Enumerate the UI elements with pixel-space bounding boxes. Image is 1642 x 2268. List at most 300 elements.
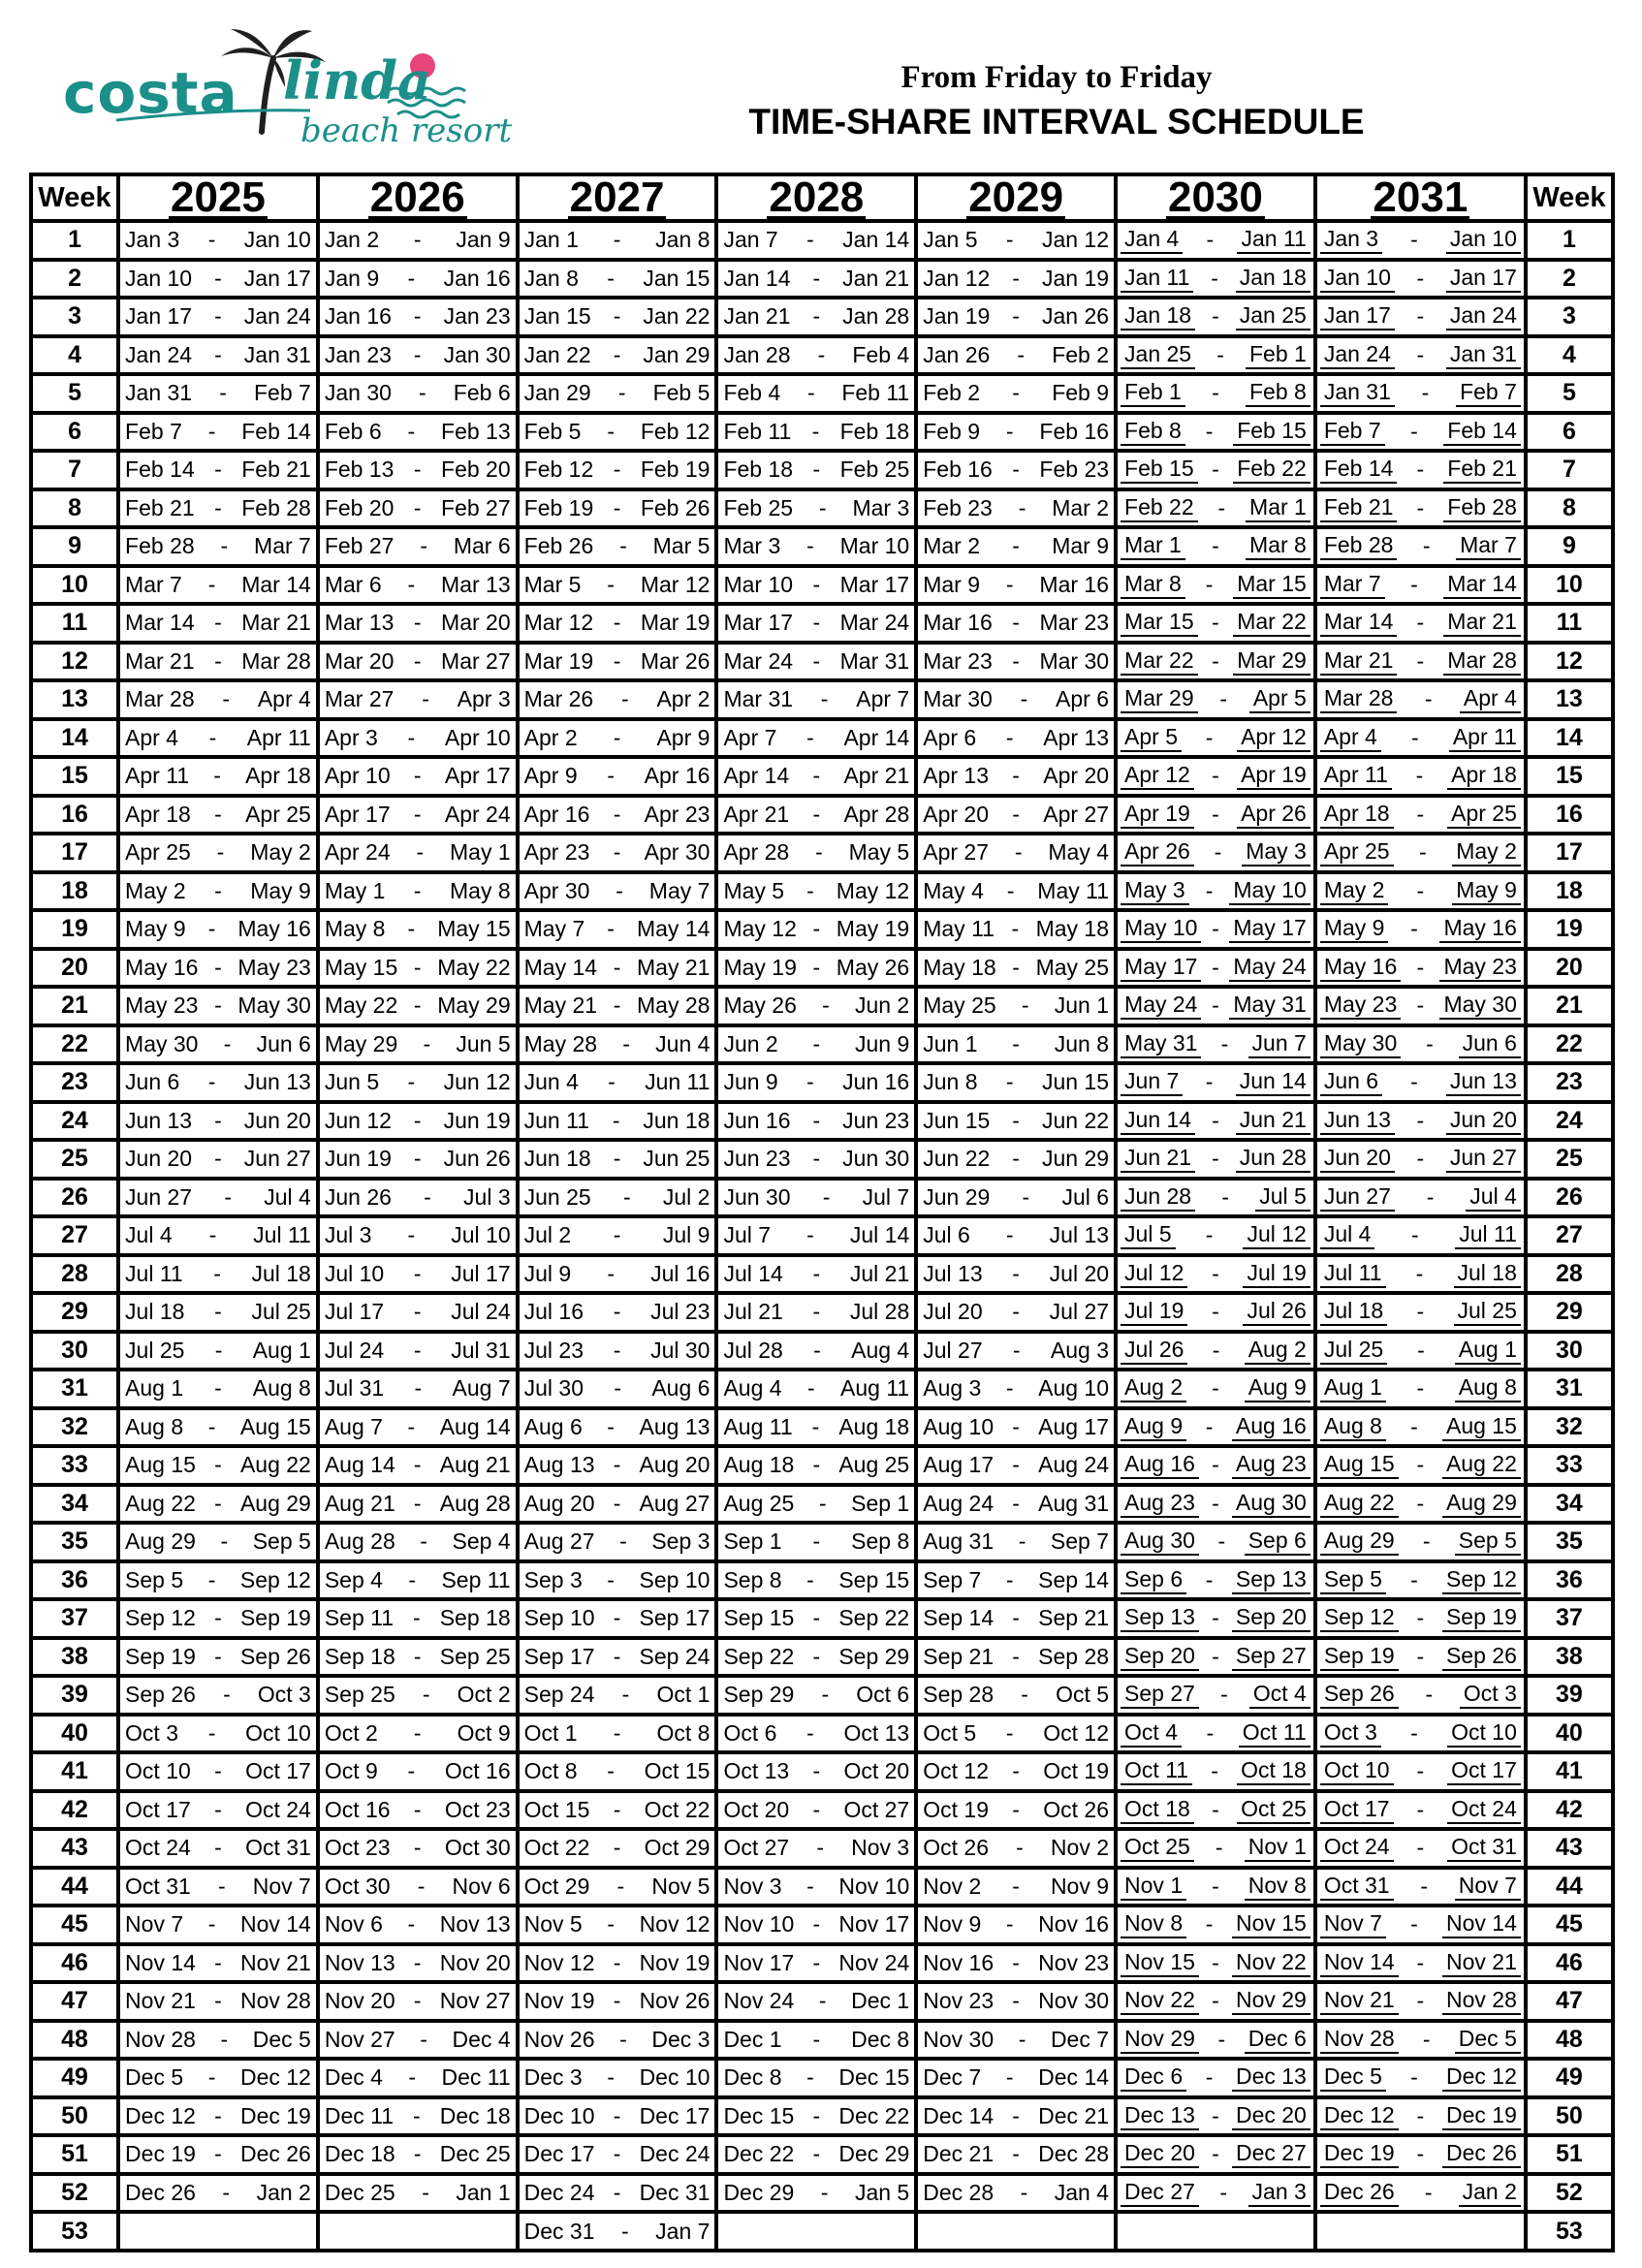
interval-cell (120, 1870, 316, 1905)
interval-start-date: Sep 29 (723, 1682, 795, 1708)
interval-cell (1317, 415, 1524, 450)
range-separator: - (607, 1758, 615, 1784)
interval-start-date: Jan 30 (324, 380, 392, 406)
interval-end-date: Aug 13 (639, 1413, 710, 1439)
interval-start-date: Nov 15 (1121, 1949, 1199, 1977)
interval-cell (918, 568, 1114, 603)
interval-end-date: Feb 14 (241, 418, 311, 444)
range-separator: - (422, 2179, 429, 2205)
interval-start-date: Oct 31 (125, 1873, 191, 1899)
interval-end-date: Sep 20 (1232, 1604, 1310, 1632)
interval-start-date: Jun 20 (1320, 1145, 1395, 1173)
interval-start-date: Jan 23 (324, 341, 392, 367)
week-number-right: 21 (1528, 989, 1611, 1024)
interval-start-date: Jan 8 (523, 265, 579, 291)
interval-start-date: May 29 (324, 1030, 398, 1056)
week-number: 16 (33, 798, 116, 833)
interval-end-date: Aug 7 (452, 1375, 511, 1402)
interval-cell (120, 1946, 316, 1981)
interval-cell (1118, 491, 1313, 526)
range-separator: - (1212, 1452, 1219, 1478)
interval-start-date: Aug 9 (1121, 1413, 1186, 1441)
range-separator: - (812, 303, 821, 330)
interval-end-date: May 31 (1229, 992, 1310, 1020)
range-separator: - (213, 1260, 221, 1286)
week-number-right: 32 (1528, 1410, 1611, 1445)
interval-start-date: Dec 10 (523, 2102, 595, 2128)
interval-start-date: Nov 7 (125, 1911, 184, 1937)
week-number-right: 19 (1528, 912, 1611, 947)
range-separator: - (613, 2141, 621, 2167)
svg-text:costa: costa (63, 60, 238, 126)
interval-end-date: Dec 5 (252, 2026, 311, 2052)
interval-start-date: Apr 20 (923, 801, 989, 827)
table-row (33, 1754, 1611, 1789)
interval-start-date: Dec 4 (324, 2064, 383, 2091)
interval-end-date: Mar 14 (241, 571, 311, 597)
interval-end-date: Mar 2 (1052, 494, 1110, 520)
interval-cell (120, 759, 316, 794)
interval-start-date: Oct 19 (923, 1796, 989, 1822)
range-separator: - (607, 1566, 615, 1592)
interval-cell (918, 606, 1114, 641)
interval-cell (520, 262, 715, 297)
table-row (33, 912, 1611, 947)
interval-cell (718, 453, 914, 488)
range-separator: - (806, 380, 815, 406)
range-separator: - (1416, 1796, 1425, 1822)
range-separator: - (1020, 2179, 1028, 2205)
range-separator: - (1217, 2026, 1226, 2052)
interval-start-date: Mar 28 (125, 686, 195, 712)
table-row (33, 682, 1611, 717)
interval-end-date: Feb 6 (453, 380, 511, 406)
table-row (33, 2061, 1611, 2095)
interval-start-date: Nov 23 (923, 1988, 995, 2014)
range-separator: - (1012, 1107, 1020, 1133)
range-separator: - (1211, 265, 1218, 291)
interval-start-date: Jan 3 (1320, 226, 1382, 254)
interval-cell (1317, 1104, 1524, 1139)
interval-end-date: May 11 (1037, 877, 1110, 903)
interval-end-date: Jan 17 (243, 265, 311, 291)
week-number: 2 (33, 262, 116, 297)
interval-end-date: Feb 26 (640, 494, 710, 520)
interval-end-date: Jan 10 (243, 227, 311, 253)
table-header-row (33, 176, 1611, 219)
interval-end-date: Oct 27 (843, 1796, 910, 1822)
interval-end-date: Jun 22 (1041, 1107, 1110, 1133)
range-separator: - (1410, 724, 1419, 750)
interval-end-date: Jan 12 (1041, 227, 1110, 253)
week-number-right: 53 (1528, 2214, 1611, 2249)
range-separator: - (812, 1643, 821, 1669)
interval-cell (718, 1678, 914, 1713)
interval-start-date: Jan 15 (523, 303, 591, 330)
table-row (33, 759, 1611, 794)
interval-start-date: Jul 25 (125, 1337, 185, 1363)
week-number-right: 39 (1528, 1678, 1611, 1713)
interval-cell (520, 299, 715, 334)
interval-cell (120, 1257, 316, 1292)
range-separator: - (1422, 2026, 1431, 2052)
range-separator: - (1011, 916, 1020, 942)
interval-cell (520, 1218, 715, 1253)
range-separator: - (1426, 1030, 1434, 1056)
table-row (33, 1946, 1611, 1981)
interval-end-date: Mar 16 (1039, 571, 1110, 597)
range-separator: - (1416, 1375, 1425, 1402)
range-separator: - (621, 1682, 630, 1708)
range-separator: - (1212, 916, 1219, 942)
interval-start-date: Aug 20 (523, 1490, 595, 1516)
interval-start-date: Feb 5 (523, 418, 582, 444)
week-number-right: 26 (1528, 1181, 1611, 1215)
interval-start-date: Jul 4 (1320, 1221, 1375, 1249)
interval-cell (918, 874, 1114, 909)
interval-cell (918, 1831, 1114, 1866)
interval-start-date: Aug 28 (324, 1528, 395, 1555)
interval-start-date: Dec 17 (523, 2141, 595, 2167)
interval-start-date: Dec 6 (1121, 2063, 1186, 2092)
interval-cell (320, 1640, 516, 1675)
range-separator: - (1420, 1873, 1429, 1899)
interval-end-date: May 30 (1439, 992, 1520, 1020)
interval-start-date: Jul 4 (125, 1222, 173, 1248)
interval-cell (1118, 1870, 1313, 1905)
interval-start-date: Feb 19 (523, 494, 594, 520)
interval-cell (1118, 606, 1313, 641)
range-separator: - (1012, 763, 1020, 789)
interval-start-date: Jun 9 (723, 1069, 778, 1095)
interval-cell (1118, 989, 1313, 1024)
range-separator: - (1416, 1605, 1425, 1631)
interval-cell (718, 835, 914, 870)
range-separator: - (1005, 1375, 1014, 1402)
interval-start-date: Oct 26 (923, 1835, 989, 1861)
interval-end-date: Jul 18 (1454, 1260, 1521, 1288)
interval-end-date: Sep 6 (1245, 1528, 1310, 1556)
interval-start-date: Aug 4 (723, 1375, 782, 1402)
interval-start-date: May 31 (1121, 1030, 1201, 1058)
week-number-right: 35 (1528, 1525, 1611, 1559)
interval-end-date: Mar 22 (1233, 609, 1310, 637)
interval-cell (320, 682, 516, 717)
week-number: 3 (33, 299, 116, 334)
range-separator: - (1416, 303, 1425, 330)
range-separator: - (217, 1873, 226, 1899)
interval-cell (1317, 1295, 1524, 1330)
range-separator: - (1022, 1183, 1030, 1210)
interval-end-date: Oct 4 (1249, 1681, 1310, 1709)
interval-cell (120, 453, 316, 488)
interval-start-date: May 5 (723, 877, 785, 903)
range-separator: - (806, 1566, 814, 1592)
interval-cell (718, 2137, 914, 2172)
interval-start-date: Jul 11 (125, 1260, 183, 1286)
interval-end-date: Jun 27 (243, 1146, 311, 1172)
table-row (33, 1027, 1611, 1062)
interval-end-date: Jul 20 (1049, 1260, 1110, 1286)
interval-cell (1317, 1601, 1524, 1636)
week-number: 33 (33, 1448, 116, 1483)
week-number-right: 41 (1528, 1754, 1611, 1789)
interval-start-date: Aug 18 (723, 1452, 795, 1478)
interval-cell (1317, 299, 1524, 334)
interval-end-date: Mar 14 (1443, 571, 1521, 599)
interval-cell (918, 338, 1114, 373)
interval-start-date: May 25 (923, 992, 996, 1019)
range-separator: - (214, 647, 222, 674)
interval-cell (1317, 1065, 1524, 1100)
interval-end-date: Sep 7 (1050, 1528, 1110, 1555)
interval-cell (918, 1754, 1114, 1789)
range-separator: - (1012, 1988, 1020, 2014)
interval-end-date: Jul 19 (1243, 1260, 1310, 1288)
interval-start-date: Jul 25 (1320, 1337, 1387, 1365)
interval-end-date: May 28 (637, 992, 710, 1019)
range-separator: - (1416, 1949, 1425, 1975)
interval-end-date: Jan 25 (1236, 302, 1310, 331)
interval-start-date: Mar 19 (523, 647, 594, 674)
interval-start-date: Jan 17 (125, 303, 193, 330)
range-separator: - (613, 1719, 621, 1746)
range-separator: - (818, 1490, 827, 1516)
table-row (33, 2214, 1611, 2249)
interval-end-date: May 30 (237, 992, 311, 1019)
week-number-right: 25 (1528, 1142, 1611, 1177)
interval-end-date: Jun 19 (443, 1107, 511, 1133)
interval-start-date: Jul 9 (523, 1260, 572, 1286)
interval-end-date: Sep 12 (239, 1566, 311, 1592)
interval-cell (918, 299, 1114, 334)
range-separator: - (214, 457, 222, 483)
interval-cell (520, 1563, 715, 1598)
interval-end-date: Jan 10 (1446, 226, 1521, 254)
interval-start-date: Jan 31 (125, 380, 193, 406)
interval-start-date: Mar 8 (1121, 571, 1185, 599)
interval-cell (320, 1295, 516, 1330)
interval-start-date: Oct 3 (125, 1719, 179, 1746)
interval-end-date: Mar 6 (453, 533, 511, 559)
range-separator: - (613, 954, 621, 980)
interval-start-date: Nov 8 (1121, 1910, 1186, 1938)
range-separator: - (214, 303, 222, 330)
range-separator: - (413, 2102, 421, 2128)
interval-start-date: Jan 18 (1121, 302, 1195, 331)
interval-start-date: Oct 15 (523, 1796, 590, 1822)
week-number-right: 47 (1528, 1984, 1611, 2019)
interval-cell (520, 1831, 715, 1866)
interval-start-date: Apr 5 (1121, 724, 1182, 752)
range-separator: - (1012, 265, 1020, 291)
interval-start-date: Mar 23 (923, 647, 993, 674)
interval-cell (520, 415, 715, 450)
interval-start-date: Mar 14 (125, 610, 195, 636)
range-separator: - (1012, 380, 1020, 406)
range-separator: - (1005, 1566, 1014, 1592)
interval-start-date: Jan 11 (1121, 265, 1193, 293)
interval-start-date: Jun 27 (1320, 1183, 1395, 1212)
interval-cell (1317, 912, 1524, 947)
interval-cell (718, 912, 914, 947)
interval-start-date: Jan 24 (1320, 341, 1395, 369)
week-number: 18 (33, 874, 116, 909)
interval-start-date: Oct 3 (1320, 1719, 1381, 1748)
range-separator: - (612, 1107, 620, 1133)
range-separator: - (806, 1222, 814, 1248)
week-number-right: 37 (1528, 1601, 1611, 1636)
interval-end-date: Sep 5 (252, 1528, 311, 1555)
interval-start-date: Jul 30 (523, 1375, 584, 1402)
interval-end-date: Dec 19 (239, 2102, 311, 2128)
interval-cell (520, 1104, 715, 1139)
range-separator: - (1021, 992, 1029, 1019)
interval-end-date: Feb 27 (441, 494, 511, 520)
week-number-right: 52 (1528, 2176, 1611, 2211)
page-subtitle: From Friday to Friday (900, 60, 1213, 95)
interval-end-date: Jul 4 (1466, 1183, 1521, 1212)
interval-end-date: Mar 1 (1246, 494, 1310, 522)
interval-end-date: May 17 (1229, 915, 1310, 943)
interval-start-date: Jan 14 (723, 265, 791, 291)
interval-cell (718, 759, 914, 794)
interval-start-date: Jan 29 (523, 380, 591, 406)
interval-start-date: Jan 10 (125, 265, 193, 291)
interval-cell (1317, 262, 1524, 297)
interval-end-date: Nov 21 (239, 1949, 311, 1975)
interval-end-date: Mar 3 (852, 494, 910, 520)
week-number-right: 44 (1528, 1870, 1611, 1905)
range-separator: - (613, 1146, 621, 1172)
range-separator: - (806, 533, 814, 559)
range-separator: - (413, 303, 422, 330)
interval-end-date: Jun 2 (854, 992, 910, 1019)
interval-cell (918, 682, 1114, 717)
interval-end-date: Jun 9 (854, 1030, 910, 1056)
interval-cell (520, 1487, 715, 1522)
interval-cell (1118, 1448, 1313, 1483)
interval-start-date: Dec 26 (125, 2179, 196, 2205)
interval-start-date: Sep 11 (324, 1605, 395, 1631)
range-separator: - (1425, 1682, 1434, 1708)
interval-start-date: Jan 3 (125, 227, 180, 253)
interval-cell (120, 874, 316, 909)
range-separator: - (214, 1375, 222, 1402)
interval-cell (718, 951, 914, 986)
interval-cell (1118, 759, 1313, 794)
range-separator: - (214, 610, 222, 636)
interval-end-date: Jan 16 (443, 265, 511, 291)
interval-start-date: May 28 (523, 1030, 598, 1056)
interval-end-date: Sep 1 (851, 1490, 910, 1516)
interval-cell (918, 1257, 1114, 1292)
range-separator: - (413, 763, 422, 789)
interval-end-date: Mar 12 (640, 571, 710, 597)
interval-cell (320, 1142, 516, 1177)
interval-cell (320, 1181, 516, 1215)
interval-end-date: May 18 (1035, 916, 1110, 942)
interval-start-date: Mar 15 (1121, 609, 1198, 637)
interval-end-date: Jan 2 (1459, 2179, 1521, 2207)
interval-cell (120, 299, 316, 334)
range-separator: - (613, 227, 621, 253)
interval-end-date: Jun 18 (643, 1107, 710, 1133)
interval-cell (1118, 2176, 1313, 2211)
range-separator: - (811, 1413, 820, 1439)
range-separator: - (1205, 418, 1214, 444)
interval-start-date: Jun 16 (723, 1107, 791, 1133)
interval-start-date: Jun 11 (523, 1107, 589, 1133)
interval-end-date: Oct 24 (245, 1796, 311, 1822)
interval-cell (320, 1831, 516, 1866)
interval-start-date: Nov 28 (125, 2026, 196, 2052)
interval-cell (520, 529, 715, 564)
interval-end-date: Aug 22 (239, 1452, 311, 1478)
interval-end-date: Sep 21 (1038, 1605, 1110, 1631)
range-separator: - (207, 1413, 216, 1439)
interval-end-date: Jun 15 (1041, 1069, 1110, 1095)
interval-end-date: Jul 31 (451, 1337, 511, 1363)
interval-end-date: Feb 19 (640, 457, 710, 483)
interval-cell (520, 1946, 715, 1981)
range-separator: - (413, 494, 422, 520)
interval-end-date: May 29 (437, 992, 511, 1019)
interval-end-date: Oct 17 (245, 1758, 311, 1784)
interval-start-date: Nov 21 (125, 1988, 196, 2014)
interval-end-date: Nov 2 (1050, 1835, 1110, 1861)
interval-end-date: Dec 26 (239, 2141, 311, 2167)
range-separator: - (1005, 418, 1014, 444)
interval-cell (918, 951, 1114, 986)
interval-cell (1118, 1334, 1313, 1369)
interval-cell (520, 798, 715, 833)
interval-cell (918, 262, 1114, 297)
interval-cell (320, 2214, 516, 2249)
table-body (33, 223, 1611, 2249)
interval-end-date: Nov 27 (439, 1988, 511, 2014)
interval-cell (1118, 2061, 1313, 2095)
interval-end-date: Dec 28 (1038, 2141, 1110, 2167)
interval-cell (1317, 453, 1524, 488)
range-separator: - (1012, 1758, 1020, 1784)
interval-end-date: Jan 31 (1446, 341, 1521, 369)
interval-cell (520, 912, 715, 947)
interval-cell (1317, 2099, 1524, 2134)
interval-end-date: May 24 (1229, 954, 1310, 982)
interval-end-date: Jun 6 (256, 1030, 311, 1056)
range-separator: - (1410, 916, 1418, 942)
interval-start-date: Mar 9 (923, 571, 981, 597)
interval-cell (918, 529, 1114, 564)
interval-start-date: Mar 7 (125, 571, 182, 597)
week-number: 7 (33, 453, 116, 488)
week-number-right: 40 (1528, 1717, 1611, 1751)
interval-cell (1317, 1946, 1524, 1981)
interval-start-date: Apr 28 (723, 839, 790, 866)
interval-start-date: Jan 24 (125, 341, 193, 367)
interval-start-date: Mar 17 (723, 610, 794, 636)
table-row (33, 529, 1611, 564)
interval-end-date: Aug 2 (1245, 1337, 1310, 1365)
range-separator: - (812, 610, 821, 636)
interval-end-date: Jan 14 (842, 227, 910, 253)
week-number: 52 (33, 2176, 116, 2211)
interval-cell (320, 262, 516, 297)
interval-cell (520, 2099, 715, 2134)
interval-start-date: Apr 19 (1121, 801, 1194, 829)
range-separator: - (1217, 1528, 1226, 1555)
